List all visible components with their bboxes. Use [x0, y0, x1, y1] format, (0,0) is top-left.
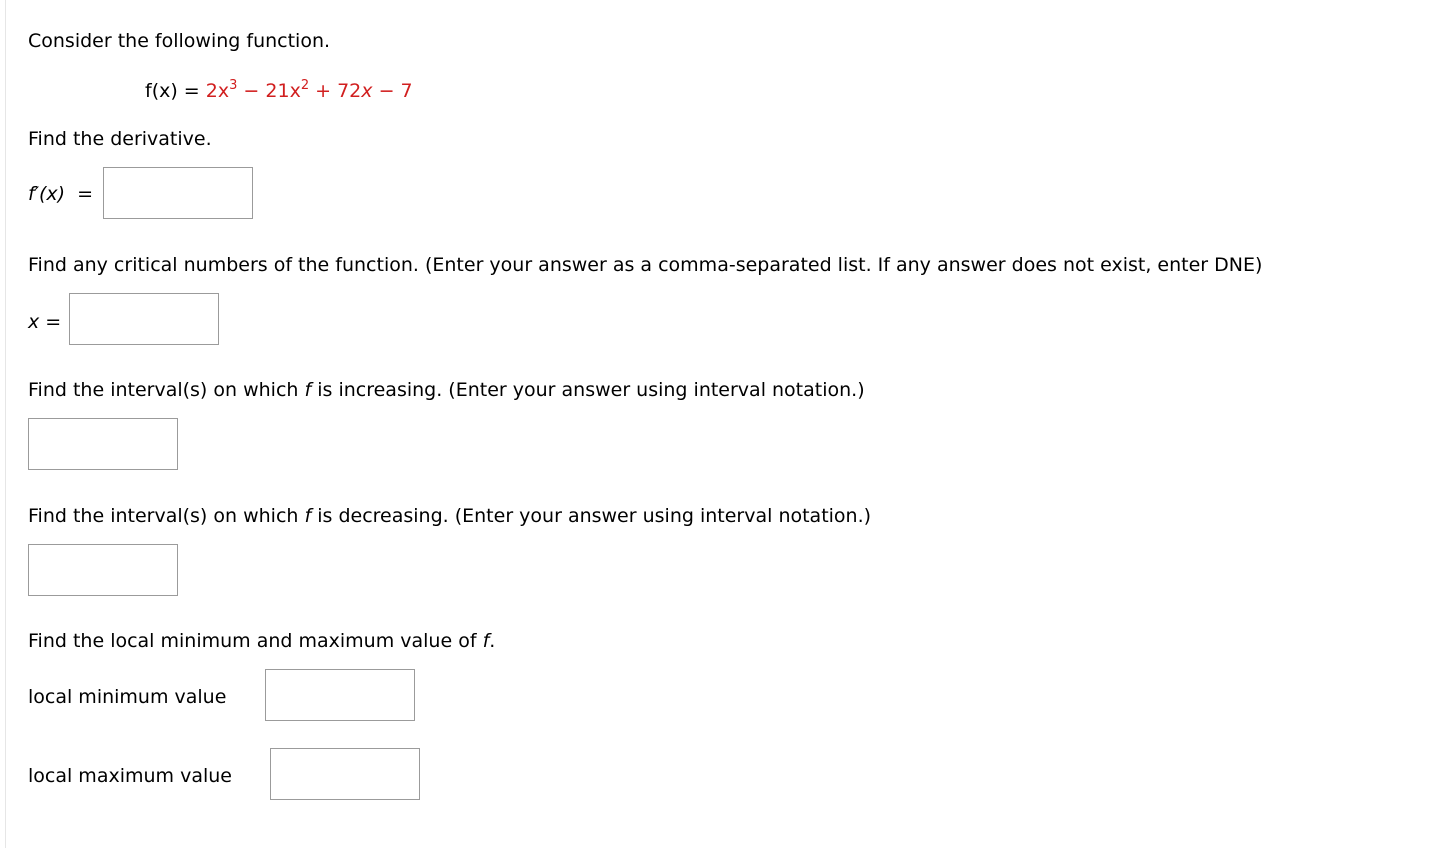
critical-numbers-input[interactable] — [69, 293, 219, 345]
derivative-label: f′(x) = — [28, 183, 94, 205]
increasing-interval-input[interactable] — [28, 418, 178, 470]
critical-label: x = — [28, 311, 62, 333]
local-max-input[interactable] — [270, 748, 420, 800]
increasing-prompt: Find the interval(s) on which f is increasing. (Enter your answer using interval notation.) — [28, 379, 865, 401]
local-min-input[interactable] — [265, 669, 415, 721]
decreasing-interval-input[interactable] — [28, 544, 178, 596]
function-lhs: f(x) = — [145, 80, 206, 102]
function-expression — [145, 80, 413, 102]
function-rhs: $2x^3 - 21x^2 + 72x - 7$ — [205, 78, 413, 102]
derivative-input[interactable] — [103, 167, 253, 219]
local-min-label: local minimum value — [28, 686, 227, 708]
derivative-prompt: Find the derivative. — [28, 128, 212, 150]
content-border — [5, 0, 6, 848]
extrema-prompt: Find the local minimum and maximum value of f. — [28, 630, 496, 652]
decreasing-prompt: Find the interval(s) on which f is decreasing. (Enter your answer using interval notation.) — [28, 505, 872, 527]
critical-prompt: Find any critical numbers of the function. (Enter your answer as a comma-separated list. If any answer does not exist, enter DNE) — [28, 254, 1263, 276]
local-max-label: local maximum value — [28, 765, 232, 787]
intro-text: Consider the following function. — [28, 30, 331, 52]
